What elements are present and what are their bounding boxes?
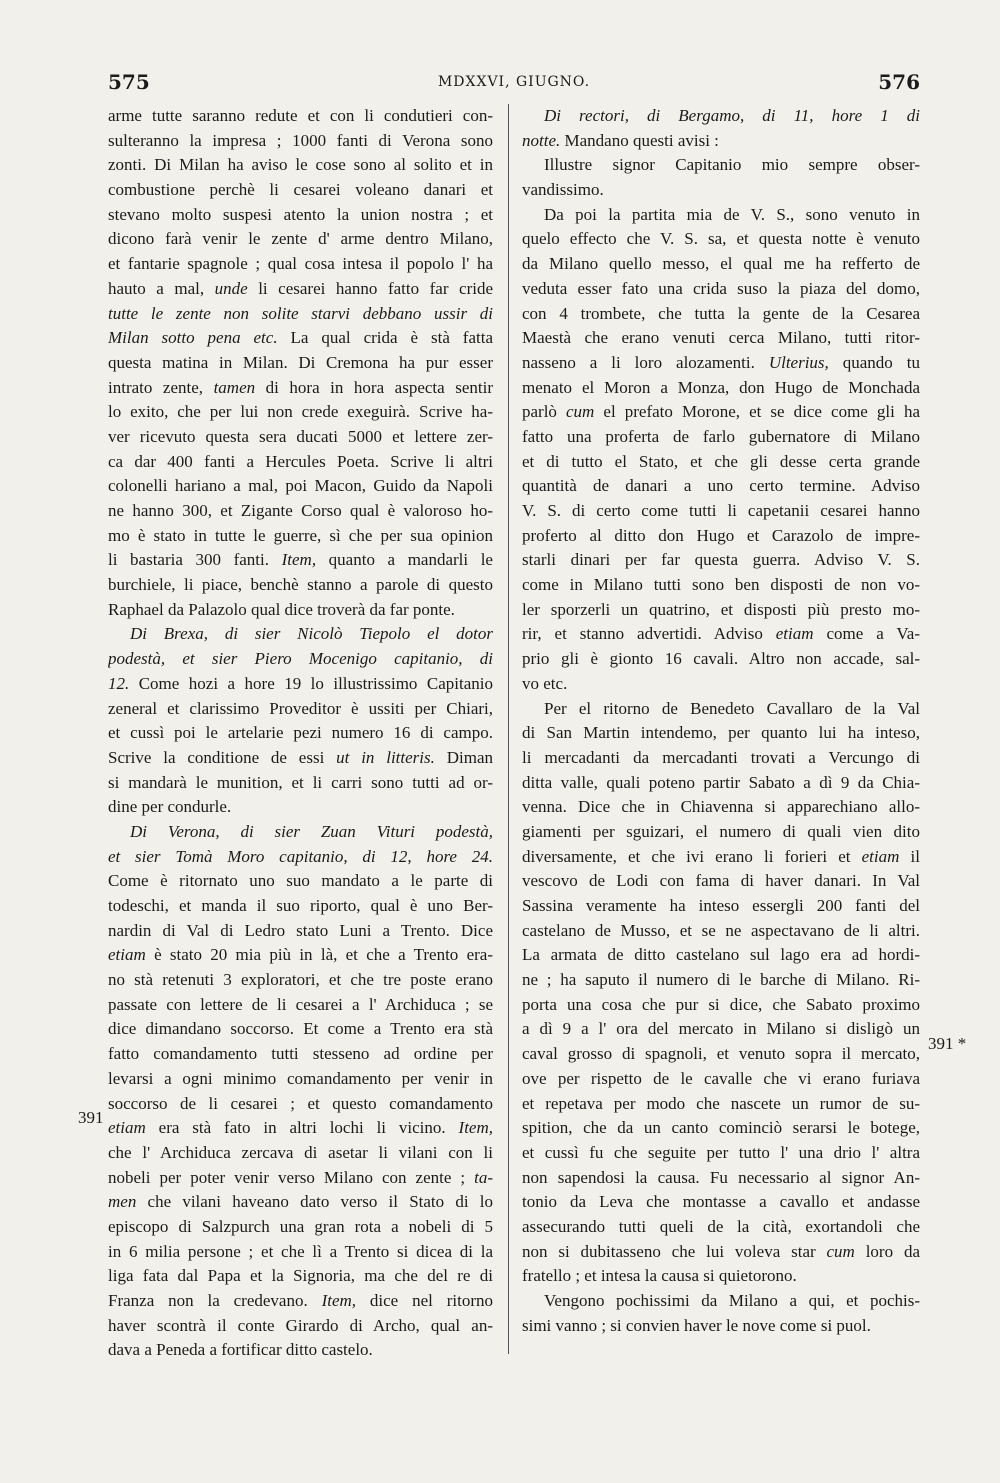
text-line (522, 968, 920, 993)
italic-text: Item, (281, 550, 317, 570)
text-line (522, 474, 920, 499)
italic-text: notte. (522, 130, 561, 150)
text-segment: era stà fato in altri lochi li vicino. (145, 1118, 459, 1138)
text-line (522, 400, 920, 425)
italic-text: Di Verona, di sier Zuan Vituri podestà, (130, 821, 493, 841)
margin-number-left: 391 (78, 1108, 104, 1127)
text-line (108, 672, 493, 697)
text-line (522, 869, 920, 894)
text-line (522, 252, 920, 277)
text-segment: come in Milano tutti sono ben disposti de non vo- (522, 575, 920, 595)
text-line (108, 1289, 493, 1314)
text-line (108, 1141, 493, 1166)
text-segment: li bastaria 300 fanti. (108, 550, 282, 570)
text-line (522, 1264, 920, 1289)
italic-text: unde (214, 278, 248, 298)
text-segment: è stato 20 mia più in là, et che a Trento era- (145, 945, 493, 965)
text-segment: il (899, 846, 920, 866)
text-line (108, 746, 493, 771)
italic-text: Di rectori, di Bergamo, di 11, hore 1 di (544, 106, 920, 125)
text-segment: liga fata dal Papa et la Signoria, ma che del re di (108, 1266, 493, 1286)
text-line (108, 499, 493, 524)
text-segment: sulteranno la impresa ; 1000 fanti di Verona sono (108, 130, 493, 150)
italic-text: ut in litteris. (336, 747, 435, 767)
text-line (522, 1067, 920, 1092)
text-line (108, 1166, 493, 1191)
text-line (108, 450, 493, 475)
italic-text: etiam (775, 624, 814, 644)
text-segment: a dì 9 a l' ora del mercato in Milano si disligò un (522, 1019, 920, 1039)
text-line (522, 598, 920, 623)
text-segment: nasseno a li loro alozamenti. (522, 352, 769, 372)
text-segment: zonti. Di Milan ha aviso le cose sono al solito et in (108, 155, 493, 175)
text-line (108, 968, 493, 993)
text-line (108, 894, 493, 919)
text-segment: Da poi la partita mia de V. S., sono venuto in (544, 204, 920, 224)
text-segment: da Milano quello messo, el qual me ha refferto de (522, 254, 920, 274)
italic-text: cum (566, 402, 595, 422)
text-line (108, 1042, 493, 1067)
text-line (522, 203, 920, 228)
text-line (522, 647, 920, 672)
text-line (108, 1092, 493, 1117)
italic-text: Ulterius, (768, 352, 829, 372)
text-segment: tonio da Leva che montasse a cavallo et andasse (522, 1192, 920, 1212)
text-line (108, 252, 493, 277)
text-line (108, 869, 493, 894)
text-line (108, 919, 493, 944)
text-line (522, 302, 920, 327)
italic-text: 12. (108, 673, 130, 693)
italic-text: etiam (108, 1118, 146, 1138)
text-segment: ditta valle, quali poteno partir Sabato a dì 9 da Chia- (522, 772, 920, 792)
text-line (522, 919, 920, 944)
text-segment: assecurando tutti queli de la cità, exortandoli che (522, 1216, 920, 1236)
text-segment: intrato zente, (108, 377, 214, 397)
text-segment: di San Martin intendemo, per quanto lui ha inteso, (522, 723, 920, 743)
text-segment: el prefato Morone, et se dice come gli ha (594, 402, 920, 422)
text-line (108, 1215, 493, 1240)
text-segment: Mandano questi avisi : (560, 130, 719, 150)
text-line (108, 178, 493, 203)
text-line (522, 524, 920, 549)
text-line (522, 351, 920, 376)
text-line (522, 425, 920, 450)
running-title: MDXXVI, GIUGNO. (437, 74, 591, 90)
text-line (522, 548, 920, 573)
text-segment: fratello ; et intesa la causa si quietorono. (522, 1266, 797, 1286)
text-line (108, 1338, 493, 1363)
text-line (108, 129, 493, 154)
text-line (108, 943, 493, 968)
text-segment: menato el Moron a Monza, don Hugo de Monchada (522, 377, 920, 397)
margin-number-right: 391 * (928, 1034, 967, 1053)
text-segment: mo è stato in tutte le guerre, sì che per sua opinion (108, 525, 493, 545)
text-segment: levarsi a ogni minimo comandamento per venir in (108, 1068, 493, 1088)
text-segment: quando tu (828, 352, 920, 372)
italic-text: etiam (861, 846, 900, 866)
right-column (522, 104, 920, 1338)
text-line (522, 129, 920, 154)
text-line (522, 993, 920, 1018)
text-segment: Illustre signor Capitanio mio sempre obser- (544, 155, 920, 175)
text-segment: rir, et stanno advertidi. Adviso (522, 624, 776, 644)
text-segment: quanto a mandarli le (316, 550, 493, 570)
text-segment: V. S. di certo come tutti li capetanii cesarei hanno (522, 501, 920, 520)
text-line (522, 326, 920, 351)
italic-text: men (108, 1192, 137, 1212)
page-number-right: 576 (878, 70, 920, 94)
italic-text: tutte le zente non solite starvi debbano ussir di (108, 303, 493, 323)
text-line (108, 425, 493, 450)
italic-text: ta- (474, 1167, 493, 1187)
text-segment: Come è ritornato uno suo mandato a le parte di (108, 871, 493, 891)
text-segment: arme tutte saranno redute et con li condutieri con- (108, 106, 493, 125)
text-segment: che vilani haveano dato verso il Stato di lo (136, 1192, 493, 1212)
text-segment: di hora in hora aspecta sentir (255, 377, 493, 397)
text-segment: castelano de Musso, et se ne aspectavano de li altri. (522, 920, 920, 940)
text-line (522, 573, 920, 598)
text-line (108, 474, 493, 499)
text-line (522, 622, 920, 647)
text-segment: ver ricevuto questa sera ducati 5000 et lettere zer- (108, 426, 493, 446)
text-segment: fatto una proferta de farlo gubernatore di Milano (522, 426, 920, 446)
text-segment: nardin di Val di Ledro stato Luni a Trento. Dice (108, 920, 493, 940)
text-segment: quelo effecto che V. S. sa, et questa notte è venuto (522, 229, 920, 249)
text-line (108, 1067, 493, 1092)
text-line (108, 1264, 493, 1289)
text-segment: si mandarà le munition, et li carri sono tutti ad or- (108, 772, 493, 792)
left-column (108, 104, 493, 1363)
text-segment: dice nel ritorno (356, 1291, 493, 1310)
italic-text: cum (826, 1241, 855, 1261)
text-segment: ca dar 400 fanti a Hercules Poeta. Scrive li altri (108, 451, 493, 471)
text-line (108, 351, 493, 376)
text-line (522, 1190, 920, 1215)
text-segment: non sapendosi la causa. Fu necessario al signor An- (522, 1167, 920, 1187)
italic-text: Di Brexa, di sier Nicolò Tiepolo el dotor (130, 624, 493, 644)
text-line (108, 721, 493, 746)
text-line (522, 1116, 920, 1141)
text-line (522, 376, 920, 401)
text-line (108, 820, 493, 845)
text-segment: et fantarie spagnole ; qual cosa intesa il popolo l' ha (108, 254, 493, 274)
text-segment: quantità de danari a uno certo termine. Adviso (522, 476, 920, 496)
text-line (522, 104, 920, 129)
text-segment: zeneral et clarissimo Proveditor è ussiti per Chiari, (108, 698, 493, 718)
text-segment: Scrive la conditione de essi (108, 747, 337, 767)
text-line (522, 795, 920, 820)
text-segment: porta una cosa che pur si dice, che Sabato proximo (522, 994, 920, 1014)
text-line (108, 1314, 493, 1339)
text-line (522, 227, 920, 252)
text-segment: starli dinari per far questa guerra. Adviso V. S. (522, 550, 920, 570)
italic-text: Item, (321, 1291, 357, 1310)
text-segment: vandissimo. (522, 180, 604, 200)
text-line (522, 499, 920, 524)
text-segment: soccorso de li cesarei ; et questo comandamento (108, 1093, 493, 1113)
text-segment: con 4 trombete, che tutta la gente de la Cesarea (522, 303, 920, 323)
text-segment: La armata de ditto castelano sul lago era ad hordi- (522, 945, 920, 965)
text-line (108, 697, 493, 722)
text-line (522, 1215, 920, 1240)
text-segment: Sassina veramente ha inteso essergli 200 fanti del (522, 896, 920, 915)
text-segment: dicono farà venir le zente d' arme dentro Milano, (108, 229, 493, 249)
text-segment: stevano molto suspesi atento la union nostra ; et (108, 204, 493, 224)
text-segment: spition, che da un canto cominciò serarsi le botege, (522, 1118, 920, 1138)
text-segment: questa matina in Milan. Di Cremona ha pur esser (108, 352, 493, 372)
text-line (522, 1289, 920, 1314)
text-segment: Per el ritorno de Benedeto Cavallaro de la Val (544, 698, 920, 718)
text-line (522, 1092, 920, 1117)
text-segment: hauto a mal, (108, 278, 215, 298)
text-segment: li mercadanti da mercadanti trovati a Vercungo di (522, 747, 920, 767)
text-segment: loro da (854, 1241, 920, 1261)
text-segment: diversamente, et che ivi erano li forieri et (522, 846, 862, 866)
italic-text: Milan sotto pena etc. (108, 328, 278, 348)
text-line (108, 1240, 493, 1265)
text-segment: no stà retenuti 3 exploratori, et che tre poste erano (108, 970, 493, 990)
text-segment: parlò (522, 402, 566, 422)
italic-text: Item, (458, 1118, 493, 1138)
text-segment: Maestà che erano venuti cerca Milano, tutti ritor- (522, 328, 920, 348)
text-line (522, 820, 920, 845)
text-segment: combustione perchè li cesarei voleano danari et (108, 180, 493, 200)
text-line (522, 771, 920, 796)
text-line (522, 1314, 920, 1339)
text-segment: fatto comandamento tutti stesseno ad ordine per (108, 1044, 493, 1064)
running-header (108, 70, 920, 100)
text-line (522, 450, 920, 475)
text-line (108, 622, 493, 647)
text-line (108, 277, 493, 302)
text-line (522, 277, 920, 302)
text-segment: dine per condurle. (108, 797, 232, 817)
text-segment: et repetava per modo che nascete un rumor de su- (522, 1093, 920, 1113)
text-line (108, 104, 493, 129)
text-segment: et cussì poi le artelarie pezi numero 16 di campo. (108, 723, 493, 743)
text-line (108, 227, 493, 252)
text-segment: vescovo de Lodi con fama di haver danari. In Val (522, 871, 920, 891)
text-segment: ler sporzerli un quatrino, et disposti più presto mo- (522, 599, 920, 619)
text-segment: haver scontrà il conte Girardo di Archo, qual an- (108, 1315, 493, 1335)
text-line (522, 697, 920, 722)
italic-text: et sier Tomà Moro capitanio, di 12, hore 24. (108, 846, 493, 866)
text-line (108, 1116, 493, 1141)
text-segment: Diman (434, 747, 493, 767)
text-line (108, 302, 493, 327)
text-segment: Vengono pochissimi da Milano a qui, et pochis- (544, 1291, 920, 1310)
text-line (522, 943, 920, 968)
text-segment: prio gli è gionto 16 cavali. Altro non accade, sal- (522, 649, 920, 669)
text-line (108, 1017, 493, 1042)
text-line (522, 1141, 920, 1166)
text-segment: episcopo di Salzpurch una gran rota a nobeli di 5 (108, 1216, 493, 1236)
column-divider (508, 104, 509, 1354)
italic-text: tamen (213, 377, 256, 397)
text-segment: ne ; ha saputo il numero di le barche di Milano. Ri- (522, 970, 920, 990)
text-line (108, 548, 493, 573)
text-segment: ove per rispetto de le cavalle che vi erano furiava (522, 1068, 920, 1088)
text-segment: non si dubitasseno che lui voleva star (522, 1241, 827, 1261)
text-segment: todeschi, et manda il suo riporto, qual è uno Ber- (108, 896, 493, 915)
text-line (522, 1166, 920, 1191)
text-line (108, 845, 493, 870)
text-line (522, 1042, 920, 1067)
text-line (108, 203, 493, 228)
text-line (108, 326, 493, 351)
text-segment: La qual crida è stà fatta (277, 328, 493, 348)
text-segment: Franza non la credevano. (108, 1291, 322, 1310)
text-segment: dava a Peneda a fortificar ditto castelo. (108, 1340, 373, 1360)
text-line (108, 647, 493, 672)
text-line (522, 1240, 920, 1265)
text-line (108, 400, 493, 425)
text-segment: vo etc. (522, 673, 568, 693)
text-line (522, 178, 920, 203)
text-segment: giamenti per sguizari, el numero di quali vien dito (522, 821, 920, 841)
text-segment: in 6 milia persone ; et che lì a Trento si dicea di la (108, 1241, 493, 1261)
text-segment: nobeli per poter venir verso Milano con zente ; (108, 1167, 475, 1187)
text-segment: Come hozi a hore 19 lo illustrissimo Capitanio (129, 673, 493, 693)
text-segment: lo exito, che per lui non crede exeguirà. Scrive ha- (108, 402, 493, 422)
text-segment: burchiele, li piace, benchè stanno a parole di questo (108, 575, 493, 595)
text-segment: veduta esser fato una crida suso la piaza del domo, (522, 278, 920, 298)
text-line (108, 376, 493, 401)
text-segment: ne hanno 300, et Zigante Corso qual è valoroso ho- (108, 501, 493, 520)
text-segment: et cussì fu che seguite per tutto l' una drio l' altra (522, 1142, 920, 1162)
text-segment: come a Va- (813, 624, 920, 644)
text-line (108, 993, 493, 1018)
text-line (522, 746, 920, 771)
text-line (108, 153, 493, 178)
text-line (108, 524, 493, 549)
text-segment: proferto al ditto don Hugo et Carazolo de impre- (522, 525, 920, 545)
text-line (522, 153, 920, 178)
text-segment: caval grosso di spagnoli, et venuto sopra il mercato, (522, 1044, 920, 1064)
text-segment: passate con lettere de li cesarei a l' Archiduca ; se (108, 994, 493, 1014)
text-segment: colonelli hariano a mal, poi Macon, Guido da Napoli (108, 476, 493, 496)
text-segment: dice dimandano soccorso. Et come a Trento era stà (108, 1019, 493, 1039)
text-line (108, 771, 493, 796)
text-segment: venna. Dice che in Chiavenna si apparechiano allo- (522, 797, 920, 817)
text-segment: et di tutto el Stato, et che gli desse certa grande (522, 451, 920, 471)
italic-text: podestà, et sier Piero Mocenigo capitanio, di (108, 649, 493, 669)
text-line (108, 598, 493, 623)
text-line (522, 672, 920, 697)
text-segment: simi vanno ; si convien haver le nove come si puol. (522, 1315, 871, 1335)
text-line (522, 721, 920, 746)
text-line (108, 1190, 493, 1215)
text-line (108, 573, 493, 598)
text-line (522, 894, 920, 919)
text-segment: li cesarei hanno fatto far cride (247, 278, 493, 298)
text-segment: che l' Archiduca zercava di asetar li vilani con li (108, 1142, 493, 1162)
text-line (522, 845, 920, 870)
italic-text: etiam (108, 945, 146, 965)
page-number-left: 575 (108, 70, 150, 94)
text-line (108, 795, 493, 820)
text-line (522, 1017, 920, 1042)
text-segment: Raphael da Palazolo qual dice troverà da far ponte. (108, 599, 455, 619)
